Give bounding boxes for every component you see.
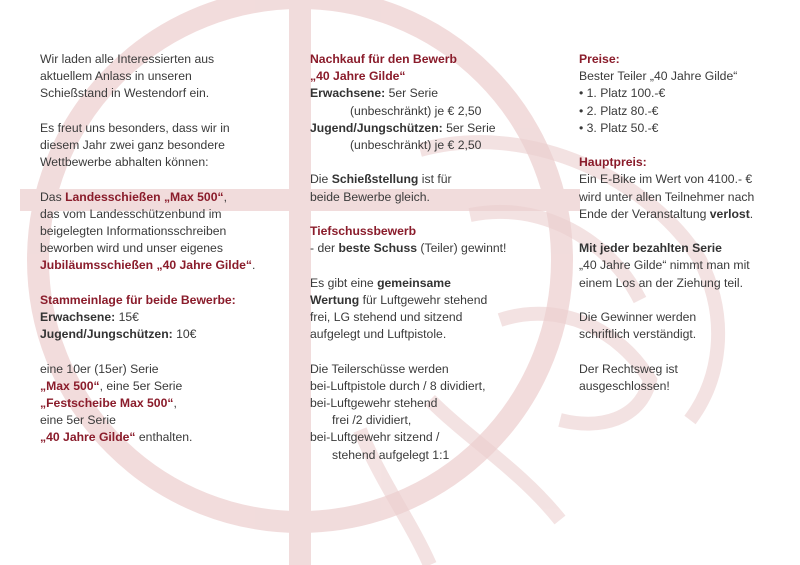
text: ist für: [418, 172, 452, 187]
paragraph-line: [310, 240, 550, 257]
bold-text: gemeinsame: [377, 275, 451, 290]
text: .: [749, 206, 754, 221]
paragraph-line: wird unter allen Teilnehmer nach: [579, 189, 755, 204]
price-line: (unbeschränkt) je € 2,50: [350, 103, 482, 118]
paragraph-line: beworben wird und unser eigenes: [40, 241, 223, 256]
series-highlight: „Max 500“: [40, 378, 100, 393]
intro-line: Wir laden alle Interessierten aus: [40, 52, 215, 66]
paragraph-line: das vom Landesschützenbund im: [40, 206, 222, 221]
text: , eine 5er Serie: [99, 378, 183, 393]
prize-item: • 3. Platz 50.-€: [579, 120, 659, 135]
paragraph-line: Bester Teiler „40 Jahre Gilde“: [579, 69, 738, 84]
paragraph-line: ausgeschlossen!: [579, 378, 670, 393]
bold-text: Wertung: [310, 292, 360, 307]
fee-label: Jugend/Jungschützen:: [40, 327, 173, 342]
text: Die: [310, 172, 332, 187]
preise-heading: Preise:: [579, 52, 620, 66]
paragraph-line: beigelegten Informationsschreiben: [40, 224, 227, 238]
intro-line: Schießstand in Westendorf ein.: [40, 86, 210, 101]
fee-value: 5er Serie: [385, 86, 439, 101]
paragraph-line: [579, 206, 789, 223]
fee-value: 10€: [172, 327, 197, 342]
jubilaeum-highlight: Jubiläumsschießen „40 Jahre Gilde“: [40, 258, 253, 273]
text: (Teiler) gewinnt!: [417, 241, 507, 256]
paragraph-line: „40 Jahre Gilde“ nimmt man mit: [579, 258, 750, 273]
landesschiessen-highlight: Landesschießen „Max 500“: [65, 189, 224, 204]
fee-value: 5er Serie: [442, 120, 496, 135]
text: ,: [173, 396, 177, 410]
paragraph-line: Der Rechtsweg ist: [579, 361, 678, 376]
fee-label: Erwachsene:: [40, 310, 116, 324]
teiler-line: Die Teilerschüsse werden: [310, 361, 449, 376]
intro-line: aktuellem Anlass in unseren: [40, 69, 192, 84]
paragraph-line: [40, 189, 285, 206]
text: - der: [310, 241, 339, 256]
column-right: [579, 51, 789, 395]
fee-label: Erwachsene:: [310, 86, 386, 101]
paragraph-line: frei, LG stehend und sitzend: [310, 310, 463, 324]
paragraph-line: Die Gewinner werden: [579, 310, 697, 324]
series-highlight: „Festscheibe Max 500“: [40, 396, 174, 410]
text: Ende der Veranstaltung: [579, 206, 710, 221]
series-highlight: „40 Jahre Gilde“: [40, 430, 136, 445]
bold-text: beste Schuss: [338, 241, 418, 256]
serie-heading: Mit jeder bezahlten Serie: [579, 241, 722, 256]
text: enthalten.: [135, 430, 193, 445]
fee-line: [310, 85, 550, 102]
paragraph-line: beide Bewerbe gleich.: [310, 189, 430, 204]
fee-label: Jugend/Jungschützen:: [310, 120, 443, 135]
stammeinlage-heading: Stammeinlage für beide Bewerbe:: [40, 292, 236, 307]
teiler-line: stehend aufgelegt 1:1: [332, 447, 450, 462]
text: .: [252, 258, 256, 273]
paragraph-line: diesem Jahr zwei ganz besondere: [40, 138, 225, 152]
series-line: [40, 395, 285, 412]
tiefschuss-heading: Tiefschussbewerb: [310, 224, 417, 238]
paragraph-line: [310, 275, 550, 292]
series-line: eine 5er Serie: [40, 413, 116, 428]
paragraph-line: [310, 171, 550, 188]
teiler-line: bei-Luftgewehr stehend: [310, 396, 438, 410]
teiler-line: bei-Luftgewehr sitzend /: [310, 430, 440, 445]
price-line: (unbeschränkt) je € 2,50: [350, 138, 482, 153]
paragraph-line: aufgelegt und Luftpistole.: [310, 327, 447, 342]
teiler-line: bei-Luftpistole durch / 8 dividiert,: [310, 378, 486, 393]
nachkauf-heading: „40 Jahre Gilde“: [310, 69, 406, 84]
text: für Luftgewehr stehend: [359, 292, 488, 307]
prize-item: • 1. Platz 100.-€: [579, 86, 666, 101]
paragraph-line: schriftlich verständigt.: [579, 327, 697, 342]
column-middle: [310, 51, 550, 464]
fee-line: [40, 309, 285, 326]
bold-text: Schießstellung: [331, 172, 419, 187]
nachkauf-heading: Nachkauf für den Bewerb: [310, 52, 457, 66]
text: Das: [40, 189, 66, 204]
hauptpreis-heading: Hauptpreis:: [579, 155, 647, 170]
series-line: [40, 429, 285, 446]
paragraph-line: Ein E-Bike im Wert von 4100.- €: [579, 172, 753, 187]
paragraph-line: Es freut uns besonders, dass wir in: [40, 120, 230, 135]
paragraph-line: einem Los an der Ziehung teil.: [579, 275, 743, 290]
bold-text: verlost: [709, 206, 750, 221]
fee-line: [40, 326, 285, 343]
fee-line: [310, 120, 550, 137]
series-line: [40, 378, 285, 395]
fee-value: 15€: [115, 310, 139, 324]
teiler-line: frei /2 dividiert,: [332, 413, 412, 428]
paragraph-line: [310, 292, 550, 309]
paragraph-line: [40, 257, 285, 274]
text: ,: [223, 189, 227, 204]
paragraph-line: Wettbewerbe abhalten können:: [40, 155, 209, 170]
prize-item: • 2. Platz 80.-€: [579, 103, 659, 118]
series-line: eine 10er (15er) Serie: [40, 361, 159, 376]
text: Es gibt eine: [310, 275, 378, 290]
column-left: [40, 51, 285, 447]
